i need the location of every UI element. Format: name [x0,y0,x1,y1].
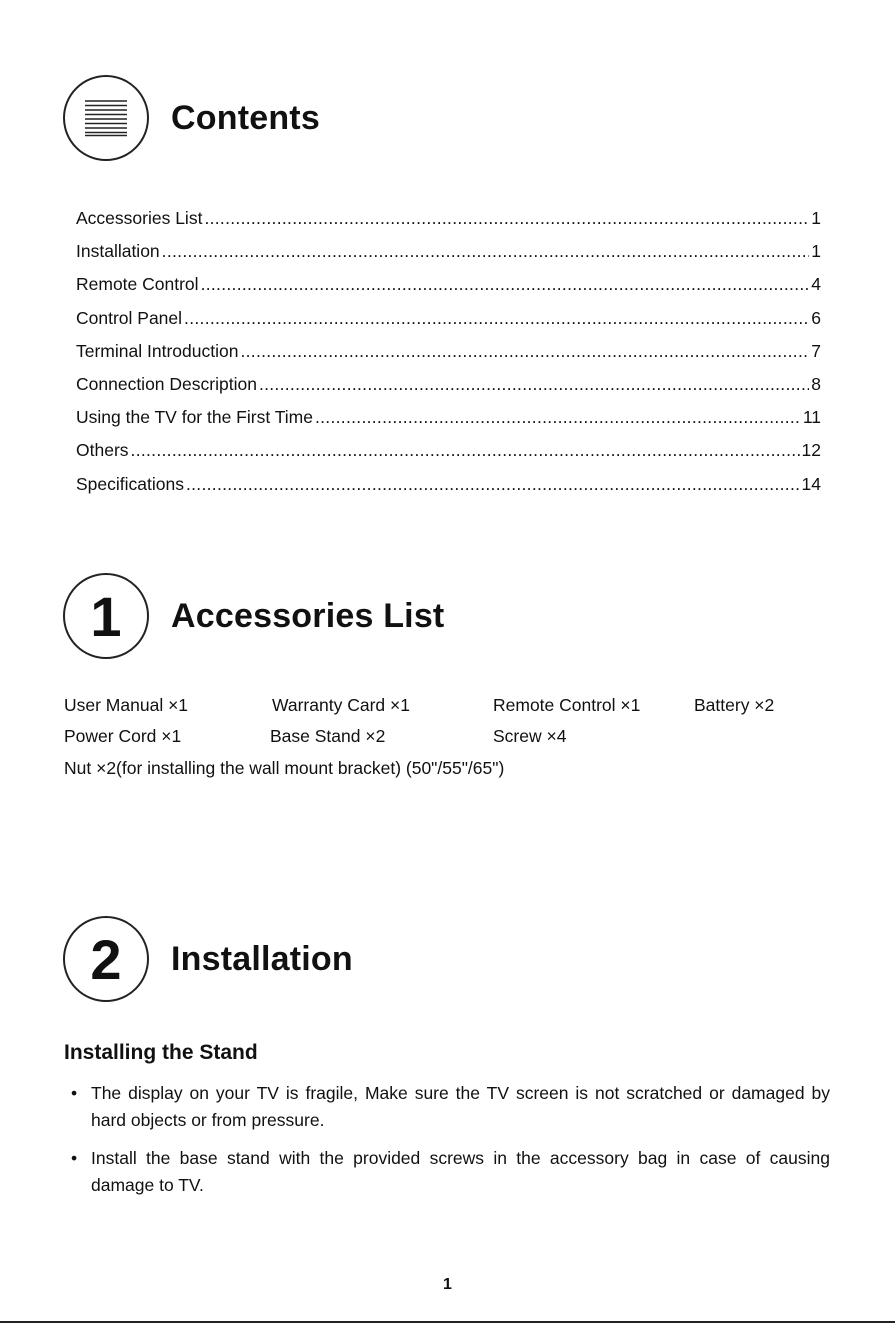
page-number: 1 [443,1276,452,1293]
list-item [64,1145,830,1199]
toc-entry-title: Terminal Introduction [76,340,239,361]
section-number-badge [63,573,149,659]
toc-entry-page: 14 [801,473,821,494]
toc-entry-page: 1 [811,241,821,262]
toc-entry-page: 4 [811,274,821,295]
toc-entry-title: Using the TV for the First Time [76,407,313,428]
toc-entry-page: 12 [801,440,821,461]
toc-leader [204,207,809,229]
section-title: Installation [171,940,353,978]
toc-entry-title: Control Panel [76,307,183,328]
toc-entry-installation[interactable] [76,240,821,273]
toc-entry-accessories-list[interactable] [76,207,821,240]
toc-leader [186,473,800,495]
accessory-item: Battery ×2 [694,695,775,715]
toc-leader [162,240,810,262]
toc-leader [184,307,809,329]
table-of-contents [76,207,821,506]
toc-entry-page: 11 [802,407,821,428]
section-title: Accessories List [171,597,445,635]
contents-title: Contents [171,99,320,137]
toc-leader [315,406,801,428]
toc-entry-title: Remote Control [76,274,199,295]
toc-leader [240,340,809,362]
accessory-item: Warranty Card ×1 [272,695,410,715]
toc-entry-page: 6 [811,307,821,328]
toc-entry-page: 7 [811,340,821,361]
toc-entry-title: Installation [76,241,160,262]
list-item [64,1080,830,1134]
section-number-badge [63,916,149,1002]
toc-entry-remote-control[interactable] [76,273,821,306]
toc-leader [259,373,809,395]
bullet-text: Install the base stand with the provided screws in the accessory bag in case of causing damage to TV. [91,1148,830,1195]
toc-entry-title: Others [76,440,129,461]
accessory-item: Base Stand ×2 [270,726,386,746]
accessory-item: Power Cord ×1 [64,726,182,746]
toc-entry-page: 1 [811,208,821,228]
bullet-icon: • [71,1148,78,1168]
subsection-heading: Installing the Stand [64,1041,258,1064]
section-number: 1 [90,585,122,648]
accessory-item: Nut ×2(for installing the wall mount bracket) (50"/55"/65") [64,758,505,778]
bullet-icon: • [71,1083,78,1103]
accessory-item: Screw ×4 [493,726,567,746]
section-number: 2 [90,928,122,991]
toc-entry-connection-description[interactable] [76,373,821,406]
toc-entry-specifications[interactable] [76,473,821,506]
bullet-list [64,1080,830,1210]
toc-entry-others[interactable] [76,439,821,472]
toc-entry-terminal-introduction[interactable] [76,340,821,373]
list-icon [83,99,129,137]
contents-list-icon [63,75,149,161]
accessory-item: Remote Control ×1 [493,695,641,715]
bullet-text: The display on your TV is fragile, Make sure the TV screen is not scratched or damaged by hard objects or from pressure. [91,1083,830,1130]
toc-entry-page: 8 [811,373,821,394]
toc-entry-title: Connection Description [76,373,257,394]
toc-leader [201,273,810,295]
accessory-item: User Manual ×1 [64,695,189,715]
toc-entry-title: Specifications [76,473,184,494]
toc-entry-control-panel[interactable] [76,307,821,340]
page-bottom-rule [0,1321,895,1323]
toc-entry-title: Accessories List [76,208,203,228]
toc-leader [131,439,800,461]
toc-entry-first-time[interactable] [76,406,821,439]
